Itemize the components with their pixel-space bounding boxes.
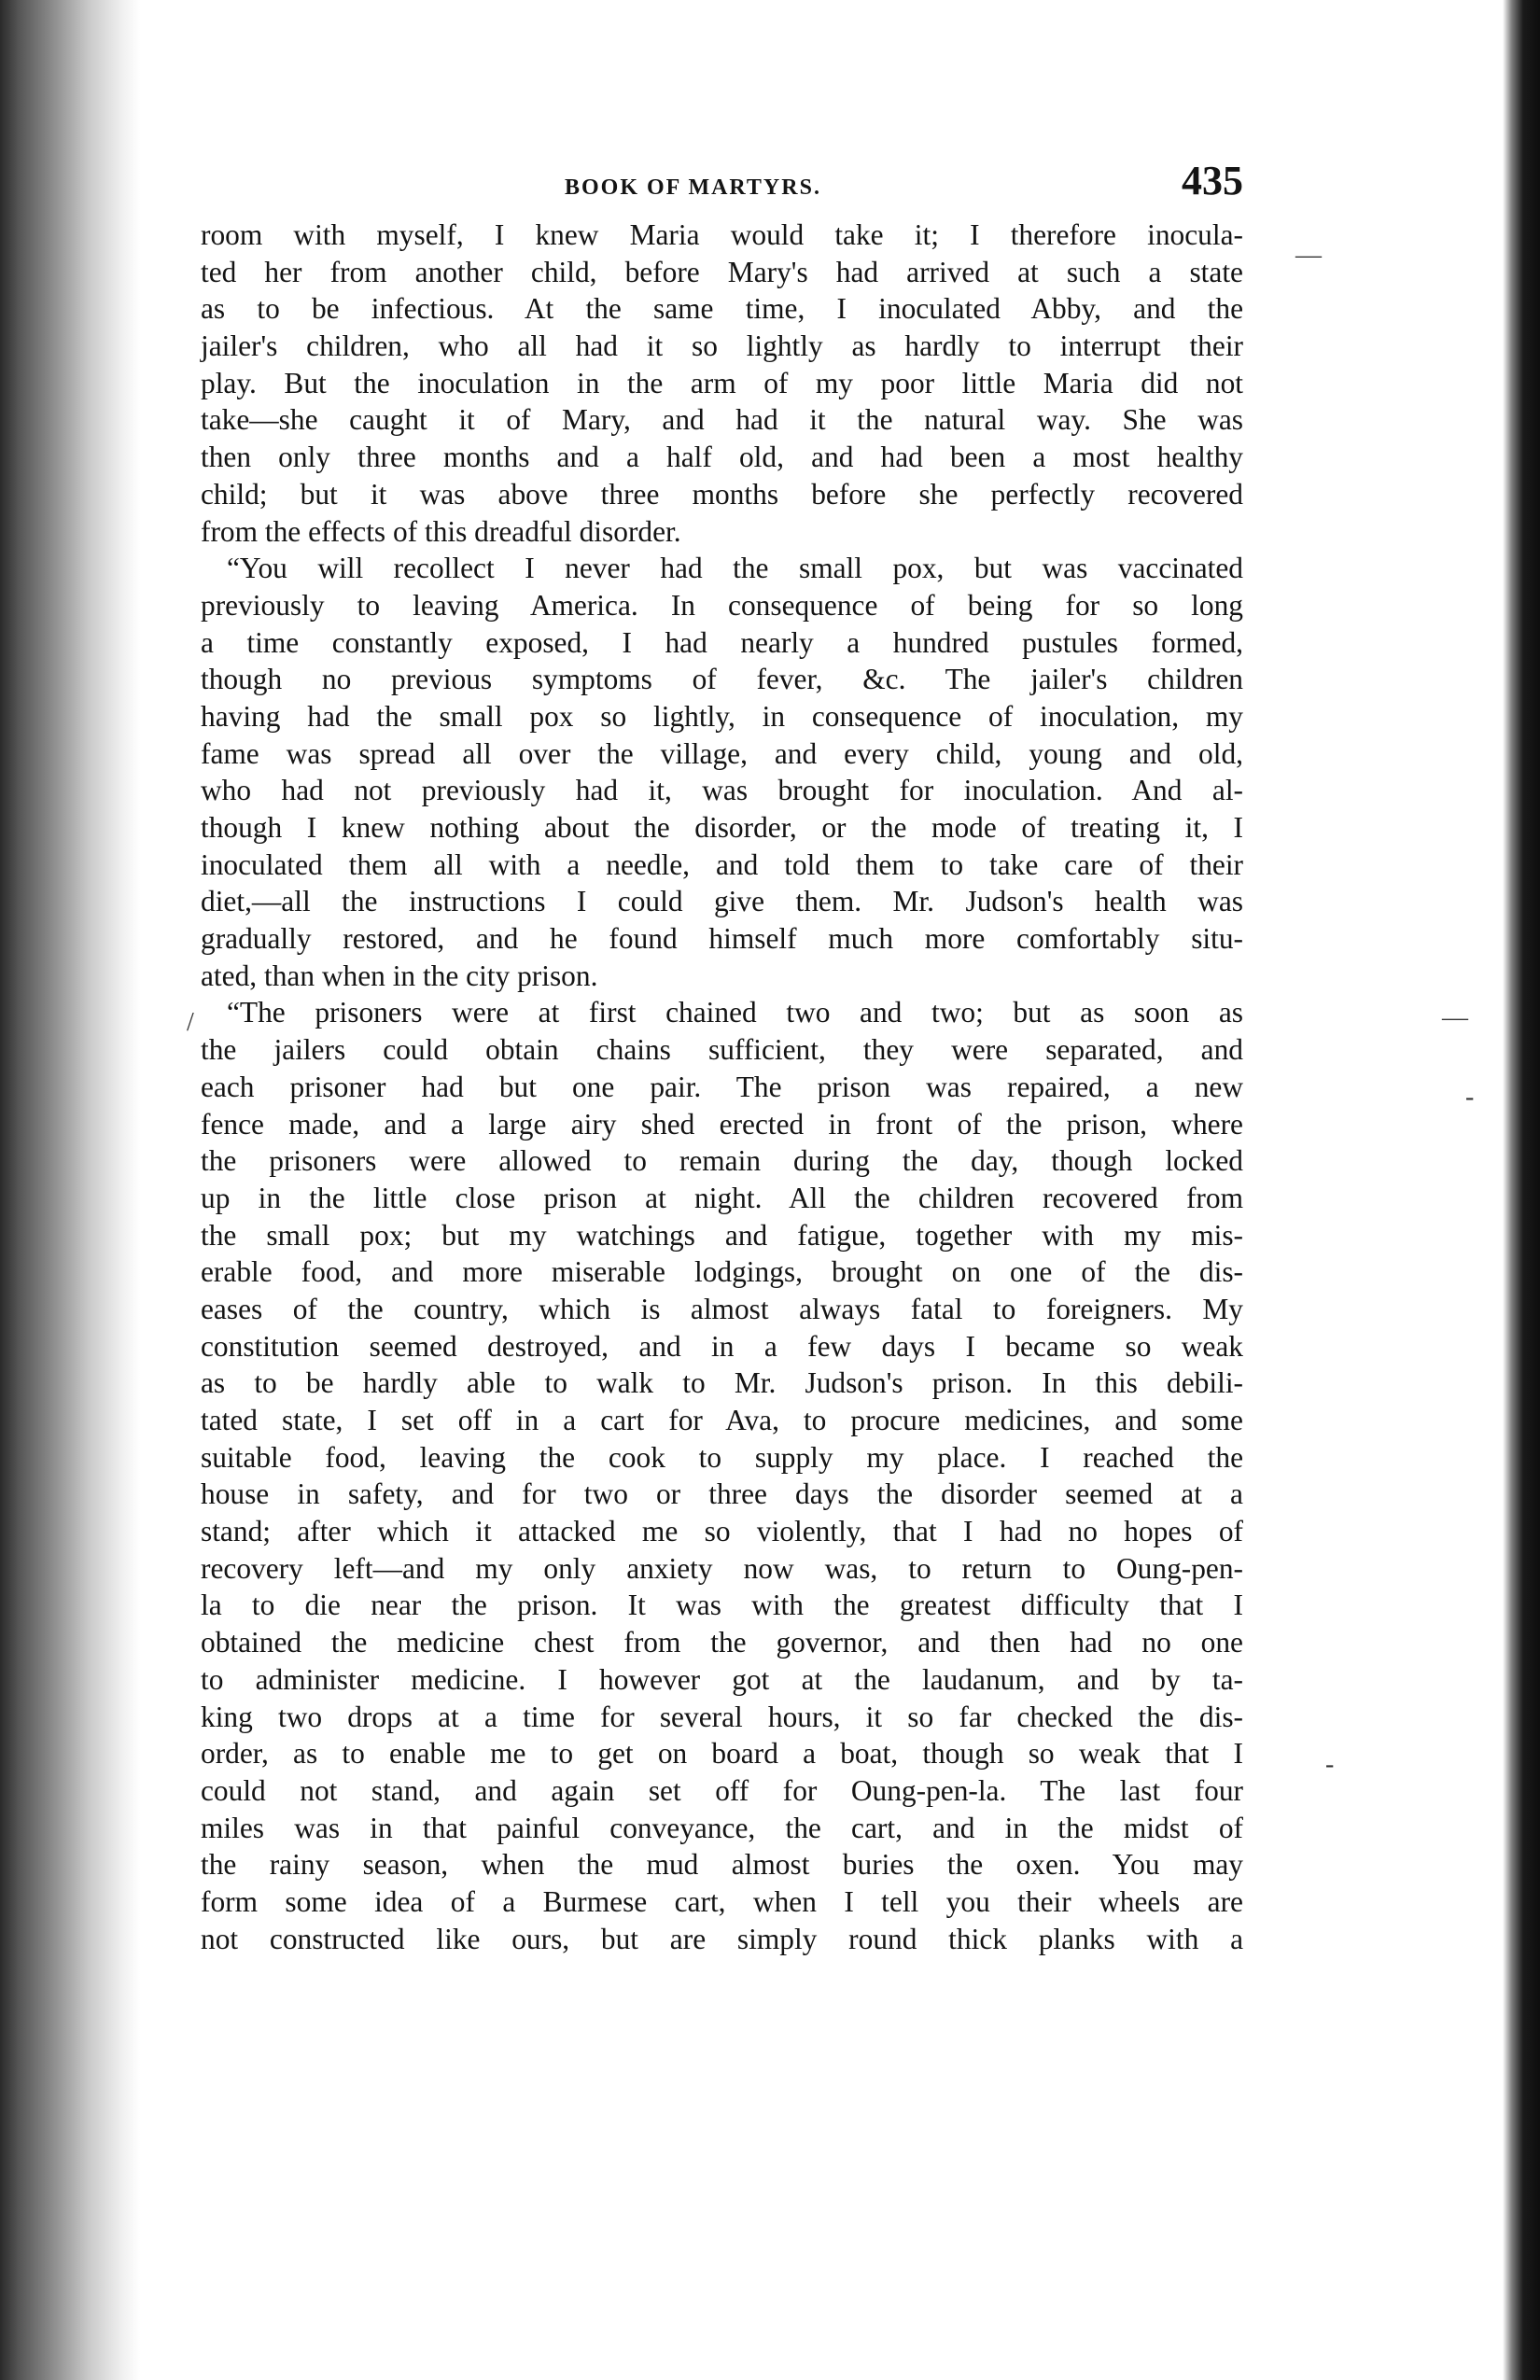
running-title: BOOK OF MARTYRS. [565,175,821,200]
text-line: who had not previously had it, was brought for inoculation. And al- [201,774,1243,807]
margin-mark: - [1465,1083,1475,1112]
text-line: take—she caught it of Mary, and had it the natural way. She was [201,403,1243,437]
text-line: the jailers could obtain chains sufficient, they were separated, and [201,1033,1243,1067]
text-line: play. But the inoculation in the arm of my poor little Maria did not [201,366,1243,399]
margin-mark: — [1295,241,1322,270]
text-line: as to be infectious. At the same time, I inoculated Abby, and the [201,292,1243,326]
margin-mark: - [1325,1750,1335,1779]
text-line: the rainy season, when the mud almost buries the oxen. You may [201,1848,1243,1882]
text-line: jailer's children, who all had it so lightly as hardly to interrupt their [201,329,1243,363]
text-line: fame was spread all over the village, and every child, young and old, [201,736,1243,770]
text-line: miles was in that painful conveyance, the cart, and in the midst of [201,1811,1243,1844]
margin-mark: / [187,1008,194,1037]
text-line: the prisoners were allowed to remain during the day, though locked [201,1144,1243,1178]
text-line: the small pox; but my watchings and fatigue, together with my mis- [201,1218,1243,1252]
text-line: erable food, and more miserable lodgings, brought on one of the dis- [201,1255,1243,1289]
text-line: “You will recollect I never had the small pox, but was vaccinated [227,552,1243,585]
text-line: could not stand, and again set off for Oung-pen-la. The last four [201,1773,1243,1807]
margin-mark: — [1442,1003,1468,1032]
text-line: room with myself, I knew Maria would take it; I therefore inocula- [201,218,1243,251]
text-line: “The prisoners were at first chained two and two; but as soon as [227,996,1243,1029]
page-number: 435 [1182,158,1243,203]
text-line: though I knew nothing about the disorder, or the mode of treating it, I [201,811,1243,844]
text-line: not constructed like ours, but are simply round thick planks with a [201,1922,1243,1955]
text-line: as to be hardly able to walk to Mr. Judson's prison. In this debili- [201,1366,1243,1400]
text-line: tated state, I set off in a cart for Ava, to procure medicines, and some [201,1404,1243,1436]
text-line: king two drops at a time for several hours, it so far checked the dis- [201,1700,1243,1733]
text-line: house in safety, and for two or three days the disorder seemed at a [201,1477,1243,1511]
text-line: having had the small pox so lightly, in consequence of inoculation, my [201,699,1243,733]
text-line: eases of the country, which is almost always fatal to foreigners. My [201,1292,1243,1325]
text-line: a time constantly exposed, I had nearly a hundred pustules formed, [201,625,1243,659]
body-text [201,217,1243,1957]
text-line: gradually restored, and he found himself much more comfortably situ- [201,922,1243,956]
text-line: diet,—all the instructions I could give them. Mr. Judson's health was [201,885,1243,918]
text-line: inoculated them all with a needle, and told them to take care of their [201,847,1243,881]
text-line: form some idea of a Burmese cart, when I tell you their wheels are [201,1884,1243,1918]
text-line: then only three months and a half old, and had been a most healthy [201,441,1243,474]
text-line: each prisoner had but one pair. The prison was repaired, a new [201,1070,1243,1103]
scan-edge-left [0,0,140,2380]
text-line: though no previous symptoms of fever, &c. The jailer's children [201,663,1243,696]
text-line: constitution seemed destroyed, and in a few days I became so weak [201,1329,1243,1363]
text-line: suitable food, leaving the cook to supply my place. I reached the [201,1440,1243,1474]
text-line: ated, than when in the city prison. [201,959,598,992]
text-line: up in the little close prison at night. All the children recovered from [201,1181,1243,1214]
scan-edge-right [1503,0,1540,2380]
text-line: la to die near the prison. It was with the greatest difficulty that I [201,1589,1243,1622]
text-line: stand; after which it attacked me so violently, that I had no hopes of [201,1515,1243,1548]
text-line: previously to leaving America. In consequence of being for so long [201,588,1243,622]
text-line: order, as to enable me to get on board a boat, though so weak that I [201,1737,1243,1771]
text-line: from the effects of this dreadful disorder. [201,514,681,548]
text-line: child; but it was above three months before she perfectly recovered [201,477,1243,511]
text-line: to administer medicine. I however got at the laudanum, and by ta- [201,1662,1243,1696]
text-line: ted her from another child, before Mary's had arrived at such a state [201,255,1243,288]
page-header [201,157,1243,213]
text-line: obtained the medicine chest from the governor, and then had no one [201,1626,1243,1659]
text-line: recovery left—and my only anxiety now was, to return to Oung-pen- [201,1551,1243,1585]
text-line: fence made, and a large airy shed erected in front of the prison, where [201,1107,1243,1141]
